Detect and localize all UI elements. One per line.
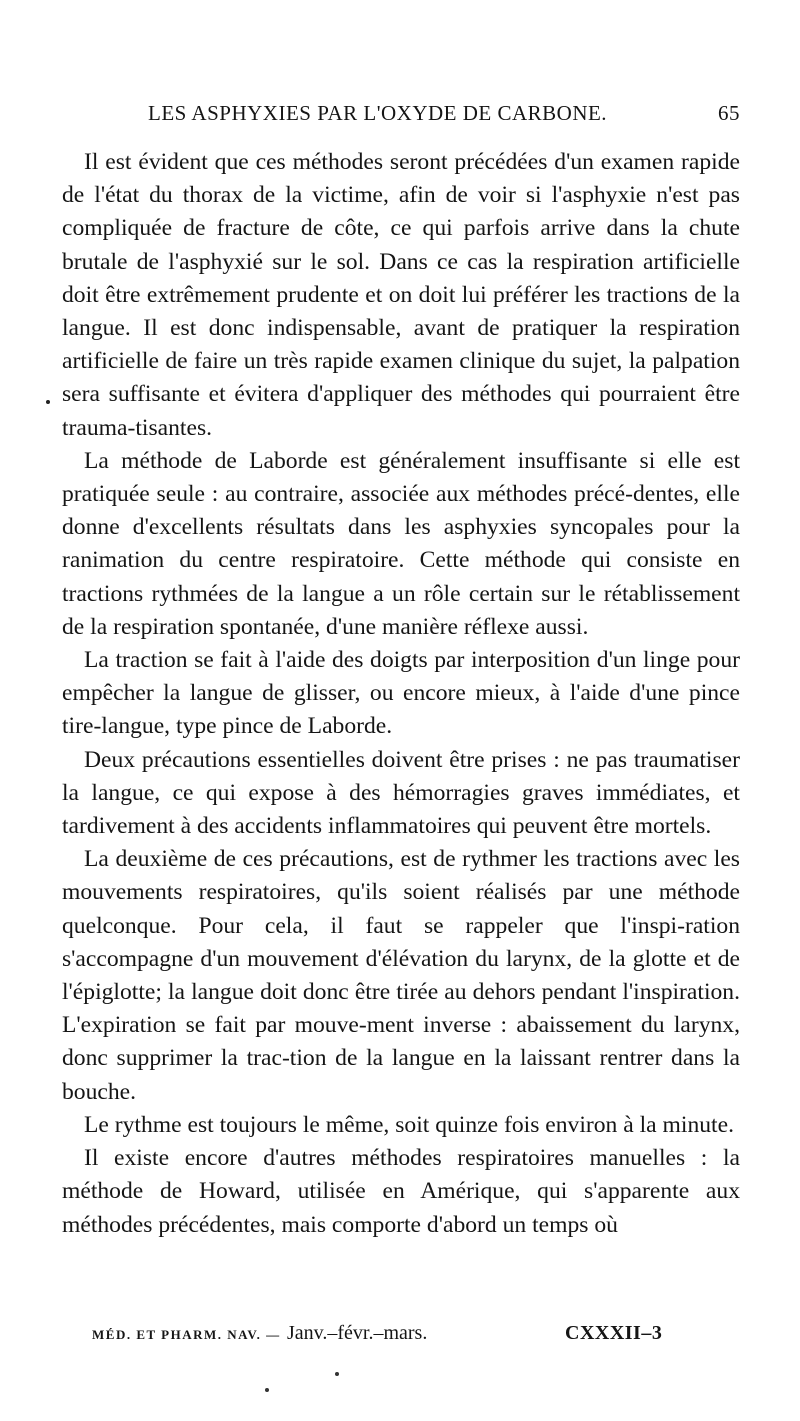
body-text [62,146,740,1242]
paragraph: Il est évident que ces méthodes seront précédées d'un examen rapide de l'état du thorax de la victime, afin de voir si l'asphyxie n'est pas compliquée de fracture de côte, ce qui parfois arrive dans la chute brutale de l'asphyxié sur le sol. Dans ce cas la respiration artificielle doit être extrêmement prudente et on doit lui préférer les tractions de la langue. Il est donc indispensable, avant de pratiquer la respiration artificielle de faire un très rapide examen clinique du sujet, la palpation sera suffisante et évitera d'appliquer des méthodes qui pourraient être trauma-tisantes. [62,149,740,441]
margin-dot [46,400,50,404]
paragraph: La méthode de Laborde est généralement insuffisante si elle est pratiquée seule : au contraire, associée aux méthodes précé-dentes, elle donne d'excellents résultats dans les asphyxies syncopales pour la ranimation du centre respiratoire. Cette méthode qui consiste en tractions rythmées de la langue a un rôle certain sur le rétablissement de la respiration spontanée, d'une manière réflexe aussi. [62,447,740,640]
paragraph: Il existe encore d'autres méthodes respiratoires manuelles : la méthode de Howard, utilisée en Amérique, qui s'apparente aux méthodes précédentes, mais comporte d'abord un temps où [62,1145,740,1238]
page-footer [0,1322,800,1352]
paragraph: Le rythme est toujours le même, soit quinze fois environ à la minute. [84,1111,734,1138]
journal-name: MÉD. ET PHARM. NAV. — [92,1327,281,1342]
paragraph: La traction se fait à l'aide des doigts par interposition d'un linge pour empêcher la langue de glisser, ou encore mieux, à l'aide d'une pince tire-langue, type pince de Laborde. [62,647,740,740]
paragraph: La deuxième de ces précautions, est de rythmer les tractions avec les mouvements respiratoires, qu'ils soient réalisés par une méthode quelconque. Pour cela, il faut se rappeler que l'inspi-ration s'accompagne d'un mouvement d'élévation du larynx, de la glotte et de l'épiglotte; la langue doit donc être tirée au dehors pendant l'inspiration. L'expiration se fait par mouve-ment inverse : abaissement du larynx, donc supprimer la trac-tion de la langue en la laissant rentrer dans la bouche. [62,846,740,1105]
issue-date: Janv.–févr.–mars. [287,1322,428,1344]
running-title: LES ASPHYXIES PAR L'OXYDE DE CARBONE. [148,101,608,125]
paper-speck [265,1388,269,1392]
page-number: 65 [718,101,740,125]
signature-mark: CXXXII–3 [565,1322,663,1344]
paper-speck [335,1372,339,1376]
paragraph: Deux précautions essentielles doivent être prises : ne pas traumatiser la langue, ce qui expose à des hémorragies graves immédiates, et tardivement à des accidents inflammatoires qui peuvent être mortels. [62,746,740,840]
